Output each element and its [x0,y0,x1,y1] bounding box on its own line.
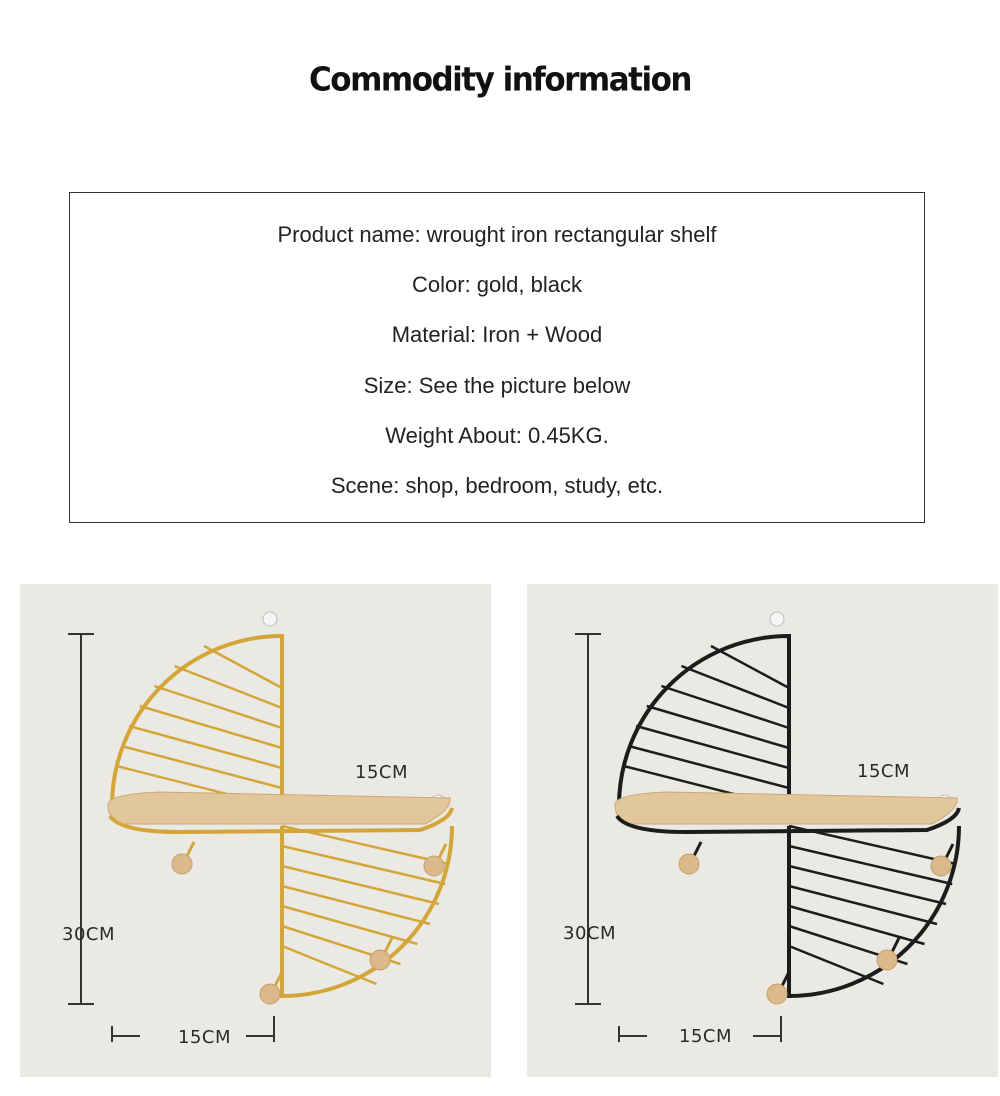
material-text: Material: Iron + Wood [391,322,603,347]
black-shelf-illustration [527,584,998,1077]
frame-wire [174,666,282,708]
wooden-hook-ball [172,854,192,874]
section-title: Commodity information [309,61,691,99]
scene-text: Scene: shop, bedroom, study, etc. [330,473,664,498]
frame-wire [789,866,946,904]
gold-shelf-photo [20,584,491,1077]
frame-wire [282,906,417,944]
height-dimension-line [68,634,94,1004]
wall-screw [770,612,784,626]
wooden-hook-ball [767,984,787,1004]
wooden-hook-ball [424,856,444,876]
wooden-hook-ball [260,984,280,1004]
wooden-hook-ball [877,950,897,970]
width-dimension-label: 15CM [679,1026,733,1047]
depth-dimension-label: 15CM [857,761,911,782]
frame-wire [789,906,924,944]
frame-wire [629,746,789,788]
weight-text: Weight About: 0.45KG. [385,423,609,448]
wooden-hook-ball [679,854,699,874]
frame-wire [789,886,937,924]
frame-wire [122,746,282,788]
wooden-hook-ball [931,856,951,876]
frame-wire [140,706,282,748]
frame-wire [789,846,952,884]
frame-wire [282,886,430,924]
product-info-box [69,192,925,523]
upper-frame-wires [117,646,282,808]
frame-wire [282,866,439,904]
gold-shelf-illustration [20,584,491,1077]
frame-wire [636,726,789,768]
frame-wire [647,706,789,748]
frame-wire [154,686,282,728]
black-shelf-photo [527,584,998,1077]
product-name-text: Product name: wrought iron rectangular shelf [277,222,717,247]
frame-wire [661,686,789,728]
height-dimension-label: 30CM [563,923,617,944]
wall-screw [263,612,277,626]
size-text: Size: See the picture below [363,373,631,398]
depth-dimension-label: 15CM [355,762,409,783]
wooden-hook-ball [370,950,390,970]
height-dimension-label: 30CM [62,924,116,945]
lower-frame-wires [789,826,956,984]
width-dimension-label: 15CM [178,1027,232,1048]
lower-frame-wires [282,826,449,984]
frame-wire [129,726,282,768]
height-dimension-line [575,634,601,1004]
wood-shelf [615,792,957,824]
color-text: Color: gold, black [412,272,582,297]
frame-wire [681,666,789,708]
upper-frame-wires [624,646,789,808]
frame-wire [282,846,445,884]
wood-shelf [108,792,450,824]
